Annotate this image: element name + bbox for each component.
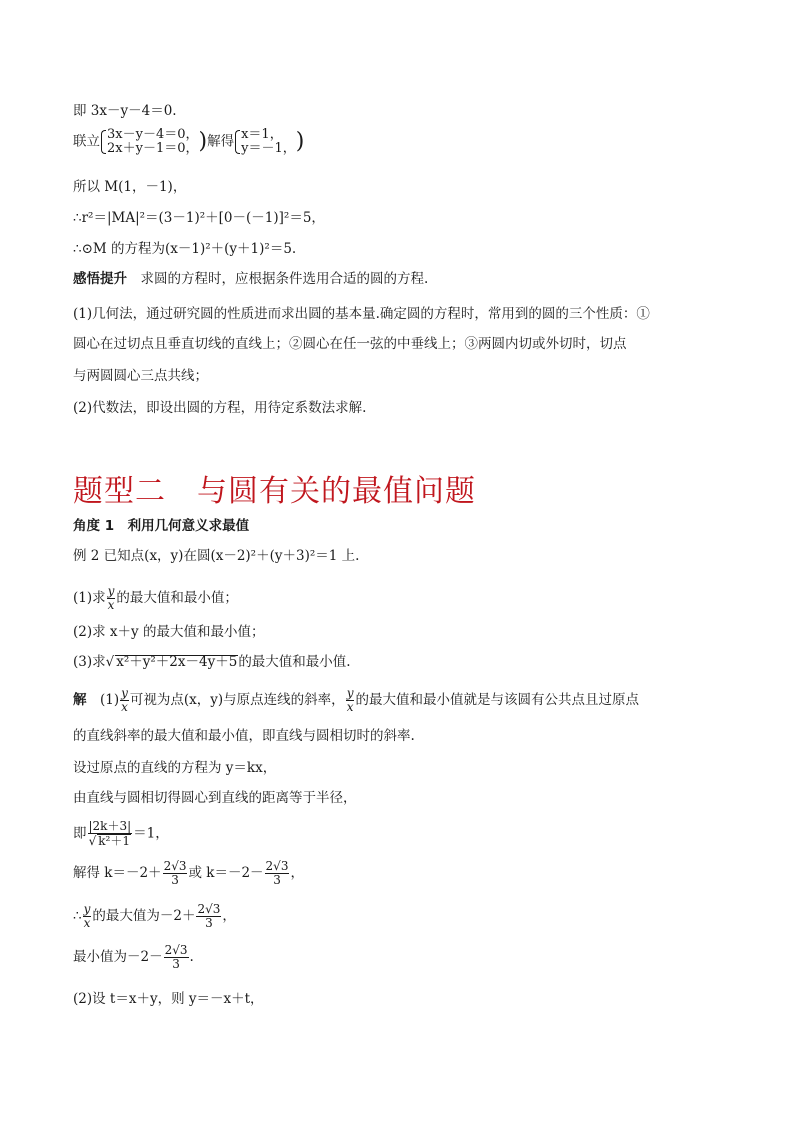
solution-line-7 xyxy=(73,903,236,930)
numerator: y xyxy=(83,902,91,916)
text-line: (2)设 t＝x＋y，则 y＝－x＋t， xyxy=(73,991,264,1007)
denominator: 3 xyxy=(171,873,179,887)
text: (1)求 xyxy=(73,590,106,606)
fraction xyxy=(196,903,221,930)
numerator: 2√3 xyxy=(164,943,188,957)
paren: ) xyxy=(295,129,305,154)
solution-label: 解 xyxy=(73,692,87,708)
numerator: y xyxy=(107,584,115,598)
text-line: (2)代数法，即设出圆的方程，用待定系数法求解. xyxy=(73,400,367,416)
fraction xyxy=(163,860,188,887)
text-line: 所以 M(1，－1)， xyxy=(73,179,187,195)
question-1 xyxy=(73,585,238,612)
fraction-y-over-x xyxy=(83,903,92,930)
text: 即 xyxy=(73,825,87,842)
text: (3)求 xyxy=(73,654,106,670)
numerator: |2k＋3| xyxy=(88,819,132,833)
insight-text: 求圆的方程时，应根据条件选用合适的圆的方程. xyxy=(127,271,429,287)
denominator: 3 xyxy=(273,873,281,887)
numerator: 2√3 xyxy=(197,902,221,916)
fraction xyxy=(265,860,290,887)
insight-line xyxy=(73,270,428,288)
fraction-y-over-x xyxy=(346,687,355,714)
text-line: (1)几何法，通过研究圆的性质进而求出圆的基本量.确定圆的方程时，常用到的圆的三个性质：① xyxy=(73,306,650,322)
text: 的最大值和最小值； xyxy=(116,590,238,606)
denominator: 3 xyxy=(172,957,180,971)
angle-heading: 角度 1 利用几何意义求最值 xyxy=(73,518,250,534)
denominator: x xyxy=(121,700,128,714)
text: ＝1， xyxy=(133,825,169,842)
solution-line-6 xyxy=(73,860,304,887)
text-line: 即 3x－y－4＝0. xyxy=(73,103,177,119)
sqrt-sign: √ xyxy=(88,834,97,848)
text: ∴ xyxy=(73,908,82,924)
text: 或 k＝－2－ xyxy=(188,865,264,881)
denominator: 3 xyxy=(205,916,213,930)
equation-system xyxy=(100,128,199,156)
radicand: k²＋1 xyxy=(98,834,130,848)
text: (1) xyxy=(86,692,120,708)
example-stem: 例 2 已知点(x，y)在圆(x－2)²＋(y＋3)²＝1 上. xyxy=(73,548,360,564)
text: 可视为点(x，y)与原点连线的斜率， xyxy=(129,692,345,708)
equation: 3x－y－4＝0， xyxy=(107,127,199,142)
denominator: x xyxy=(346,700,354,714)
text-line: 设过原点的直线的方程为 y＝kx， xyxy=(73,760,277,776)
text: 的最大值为－2＋ xyxy=(92,908,196,924)
equation: x＝1， xyxy=(241,127,283,142)
numerator: y xyxy=(346,686,354,700)
denominator: x xyxy=(107,598,115,612)
text: 的最大值和最小值. xyxy=(238,654,351,670)
numerator: 2√3 xyxy=(265,859,289,873)
solution-line-5 xyxy=(73,820,169,848)
denominator: x xyxy=(83,916,91,930)
question-2: (2)求 x＋y 的最大值和最小值； xyxy=(73,624,265,640)
paren: ) xyxy=(198,129,208,154)
radicand: x²＋y²＋2x－4y＋5 xyxy=(116,654,238,670)
system-line xyxy=(73,128,304,156)
fraction-y-over-x xyxy=(120,687,129,714)
text: . xyxy=(189,949,194,965)
text: 最小值为－2－ xyxy=(73,949,163,965)
text-prefix: 联立 xyxy=(73,133,100,150)
text-line: ∴r²＝|MA|²＝(3－1)²＋[0－(－1)]²＝5， xyxy=(73,210,325,226)
text-line: 与两圆圆心三点共线； xyxy=(73,368,208,384)
fraction-distance xyxy=(88,820,133,848)
text: ， xyxy=(222,908,236,924)
denominator xyxy=(88,834,133,848)
solution-line-8 xyxy=(73,944,194,971)
text-line: 的直线斜率的最大值和最小值，即直线与圆相切时的斜率. xyxy=(73,728,415,744)
text-line: 由直线与圆相切得圆心到直线的距离等于半径， xyxy=(73,790,357,806)
text-mid: 解得 xyxy=(207,133,235,150)
fraction-y-over-x xyxy=(107,585,116,612)
solution-line-1 xyxy=(73,687,639,714)
insight-label: 感悟提升 xyxy=(73,271,127,287)
numerator: y xyxy=(121,686,128,700)
equation: 2x＋y－1＝0， xyxy=(107,141,199,156)
question-3 xyxy=(73,653,351,671)
text: 解得 k＝－2＋ xyxy=(73,865,162,881)
numerator: 2√3 xyxy=(163,859,187,873)
sqrt-sign: √ xyxy=(105,654,115,670)
solution-system xyxy=(234,128,296,156)
text: ， xyxy=(290,865,304,881)
section-title: 题型二 与圆有关的最值问题 xyxy=(73,474,476,509)
equation: y＝－1， xyxy=(241,141,296,156)
fraction xyxy=(164,944,189,971)
text-line: ∴⊙M 的方程为(x－1)²＋(y＋1)²＝5. xyxy=(73,241,297,257)
text: 的最大值和最小值就是与该圆有公共点且过原点 xyxy=(355,692,639,708)
text-line: 圆心在过切点且垂直切线的直线上；②圆心在任一弦的中垂线上；③两圆内切或外切时，切点 xyxy=(73,336,627,352)
